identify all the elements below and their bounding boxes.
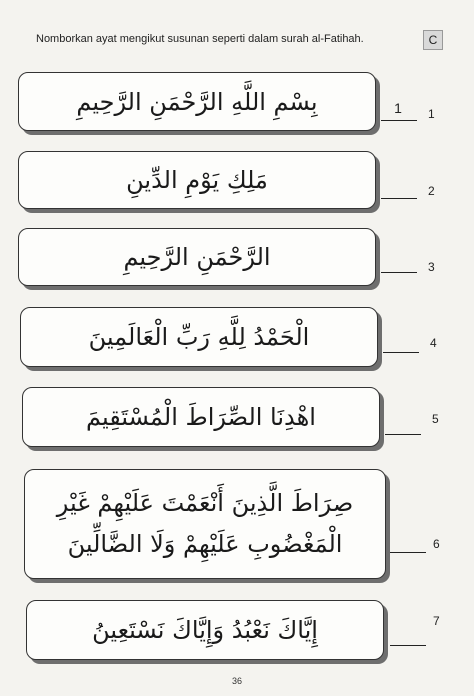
ayah-text-2: مَلِكِ يَوْمِ الدِّينِ [126,166,268,194]
answer-blank-1[interactable] [381,120,417,121]
row-number-6: 6 [433,537,440,551]
answer-value-1: 1 [394,100,402,116]
ayah-card-4 [20,307,378,367]
row-number-5: 5 [432,412,439,426]
ayah-text-6: صِرَاطَ الَّذِينَ أَنْعَمْتَ عَلَيْهِمْ غَيْرِ الْمَغْضُوبِ عَلَيْهِمْ وَلَا الضَّالِّينَ [56,489,354,558]
ayah-card-2 [18,151,376,209]
instruction-text: Nomborkan ayat mengikut susunan seperti dalam surah al-Fatihah. [36,33,364,45]
row-number-4: 4 [430,336,437,350]
answer-blank-3[interactable] [381,272,417,273]
ayah-text-1: بِسْمِ اللَّهِ الرَّحْمَنِ الرَّحِيمِ [76,87,318,116]
ayah-card-6 [24,469,386,579]
ayah-text-5: اهْدِنَا الصِّرَاطَ الْمُسْتَقِيمَ [86,403,316,431]
answer-blank-4[interactable] [383,352,419,353]
answer-blank-7[interactable] [390,645,426,646]
answer-blank-2[interactable] [381,198,417,199]
row-number-1: 1 [428,107,435,121]
page-number: 36 [231,676,242,686]
ayah-card-1 [18,72,376,131]
row-number-3: 3 [428,260,435,274]
ayah-card-7 [26,600,384,660]
row-number-2: 2 [428,184,435,198]
ayah-card-3 [18,228,376,286]
ayah-text-7: إِيَّاكَ نَعْبُدُ وَإِيَّاكَ نَسْتَعِينُ [92,616,318,644]
ayah-text-3: الرَّحْمَنِ الرَّحِيمِ [123,243,271,271]
section-badge: C [423,30,443,50]
row-number-7: 7 [433,614,440,628]
answer-blank-6[interactable] [390,552,426,553]
ayah-card-5 [22,387,380,447]
ayah-text-4: الْحَمْدُ لِلَّهِ رَبِّ الْعَالَمِينَ [88,323,310,351]
answer-blank-5[interactable] [385,434,421,435]
